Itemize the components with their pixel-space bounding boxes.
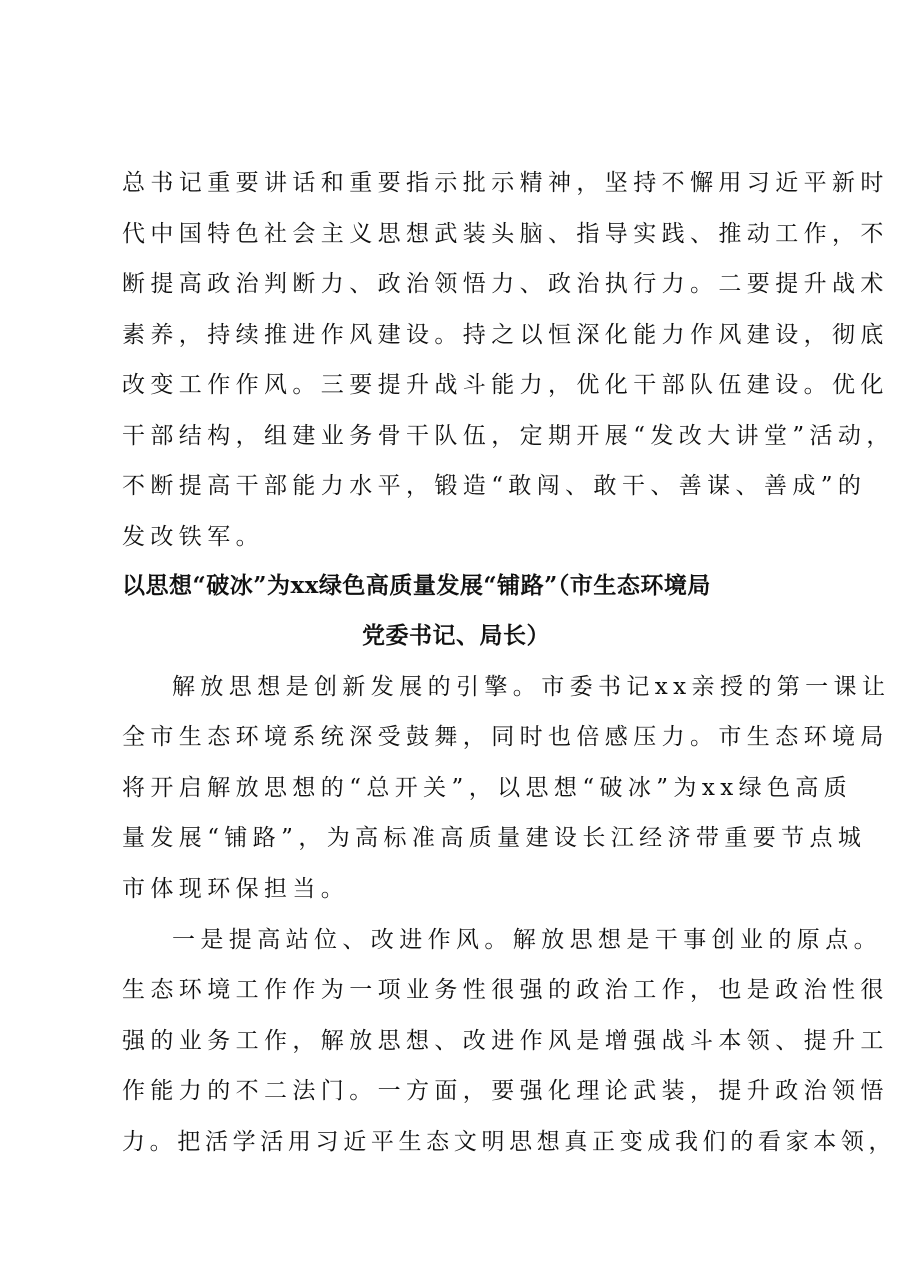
- text-line: 全市生态环境系统深受鼓舞，同时也倍感压力。市生态环境局: [122, 724, 889, 750]
- text-line: 将开启解放思想的“总开关”，以思想“破冰”为xx绿色高质: [122, 775, 853, 801]
- text-line: 不断提高干部能力水平，锻造“敢闯、敢干、善谋、善成”的: [122, 473, 867, 499]
- text-line: 代中国特色社会主义思想武装头脑、指导实践、推动工作，不: [122, 221, 889, 247]
- text-line: 解放思想是创新发展的引擎。市委书记xx亲授的第一课让: [172, 674, 891, 700]
- text-line: 改变工作作风。三要提升战斗能力，优化干部队伍建设。优化: [122, 372, 889, 398]
- text-line: 断提高政治判断力、政治领悟力、政治执行力。二要提升战术: [122, 271, 889, 297]
- section-heading: 党委书记、局长）: [362, 622, 550, 649]
- text-line: 力。把活学活用习近平生态文明思想真正变成我们的看家本领，: [122, 1129, 897, 1155]
- text-line: 总书记重要讲话和重要指示批示精神，坚持不懈用习近平新时: [122, 170, 889, 196]
- section-heading: 以思想“破冰”为xx绿色高质量发展“铺路”（市生态环境局: [122, 572, 711, 599]
- text-line: 生态环境工作作为一项业务性很强的政治工作，也是政治性很: [122, 977, 889, 1003]
- text-line: 市体现环保担当。: [122, 876, 350, 902]
- text-line: 干部结构，组建业务骨干队伍，定期开展“发改大讲堂”活动，: [122, 423, 895, 449]
- text-line: 素养，持续推进作风建设。持之以恒深化能力作风建设，彻底: [122, 322, 889, 348]
- text-line: 作能力的不二法门。一方面，要强化理论武装，提升政治领悟: [122, 1078, 889, 1104]
- text-line: 量发展“铺路”，为高标准高质量建设长江经济带重要节点城: [122, 825, 867, 851]
- text-line: 强的业务工作，解放思想、改进作风是增强战斗本领、提升工: [122, 1028, 889, 1054]
- text-line: 一是提高站位、改进作风。解放思想是干事创业的原点。: [172, 927, 882, 953]
- text-line: 发改铁军。: [122, 524, 264, 550]
